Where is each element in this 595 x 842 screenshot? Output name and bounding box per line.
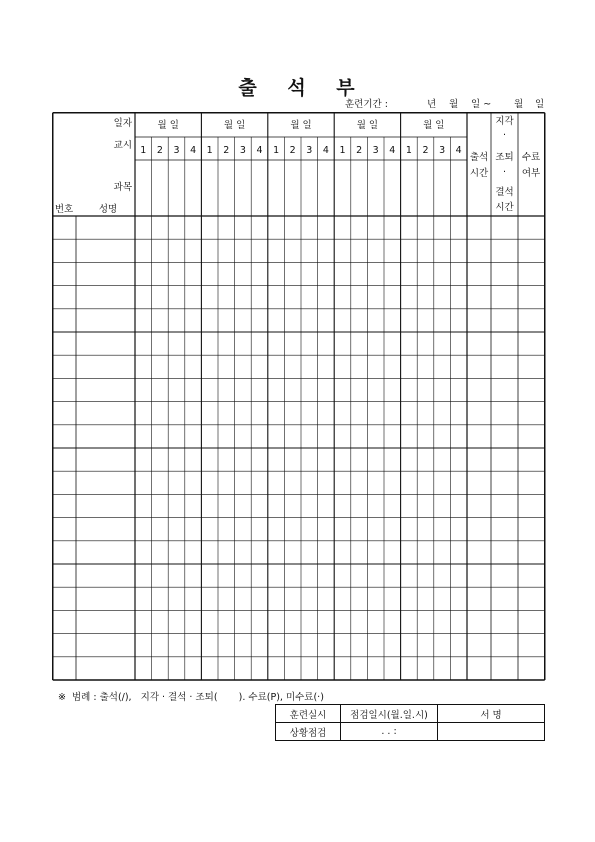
name-header-label: 성명 [98, 204, 118, 215]
inspection-date-field[interactable]: . . : [341, 723, 438, 741]
inspection-label-1: 훈련실시 [276, 705, 341, 723]
document-title: 출 석 부 [238, 77, 357, 99]
period-number-label: 3 [372, 145, 379, 156]
day-header-label: 월 일 [223, 120, 246, 131]
period-number-label: 4 [455, 145, 462, 156]
completion-label: 여부 [521, 168, 541, 179]
period-number-label: 2 [156, 145, 163, 156]
period-end-day: 일 [535, 99, 545, 110]
date-header-label: 일자 [113, 118, 132, 129]
signature-header: 서 명 [438, 705, 545, 723]
period-year: 년 [427, 99, 437, 110]
training-period [345, 96, 545, 110]
period-number-label: 4 [322, 145, 329, 156]
period-month: 월 [449, 99, 459, 110]
day-header-label: 월 일 [157, 120, 179, 131]
training-period-label: 훈련기간 : [345, 99, 388, 110]
period-number-label: 2 [223, 145, 230, 156]
period-number-label: 2 [422, 145, 429, 156]
inspection-table [275, 704, 545, 741]
period-number-label: 4 [190, 145, 197, 156]
period-end-month: 월 [514, 99, 524, 110]
period-number-label: 3 [306, 145, 313, 156]
day-header-label: 월 일 [356, 120, 379, 131]
period-number-label: 1 [206, 145, 213, 156]
day-header-label: 월 일 [423, 120, 445, 131]
signature-field[interactable] [438, 723, 545, 741]
late-leave-absent-label: 시간 [495, 202, 514, 213]
completion-label: 수료 [521, 152, 541, 163]
period-number-label: 3 [439, 145, 446, 156]
attendance-time-label: 출석 [469, 152, 489, 163]
late-leave-absent-label: 결석 [495, 187, 514, 198]
period-number-label: 3 [239, 145, 246, 156]
late-leave-absent-label: 조퇴 [495, 152, 514, 163]
late-leave-absent-label: · [502, 130, 507, 141]
subject-header-label: 과목 [113, 182, 132, 193]
inspection-date-header: 점검일시(월.일.시) [341, 705, 438, 723]
period-number-label: 2 [289, 145, 296, 156]
period-number-label: 4 [389, 145, 396, 156]
late-leave-absent-label: · [502, 167, 507, 178]
number-header-label: 번호 [54, 204, 74, 215]
period-number-label: 2 [356, 145, 363, 156]
period-day-tilde: 일 ~ [471, 99, 492, 110]
period-number-label: 1 [140, 145, 147, 156]
period-number-label: 1 [339, 145, 346, 156]
attendance-grid [52, 112, 546, 687]
period-header-label: 교시 [113, 140, 132, 151]
period-number-label: 4 [256, 145, 263, 156]
attendance-time-label: 시간 [469, 168, 489, 179]
legend: ※ 범례 : 출석(/), 지각 · 결석 · 조퇴( ). 수료(P), 미수료(·) [58, 692, 324, 703]
period-number-label: 1 [405, 145, 412, 156]
day-header-label: 월 일 [290, 120, 312, 131]
late-leave-absent-label: 지각 [495, 116, 514, 127]
period-number-label: 3 [173, 145, 180, 156]
period-number-label: 1 [273, 145, 280, 156]
inspection-label-2: 상황점검 [276, 723, 341, 741]
